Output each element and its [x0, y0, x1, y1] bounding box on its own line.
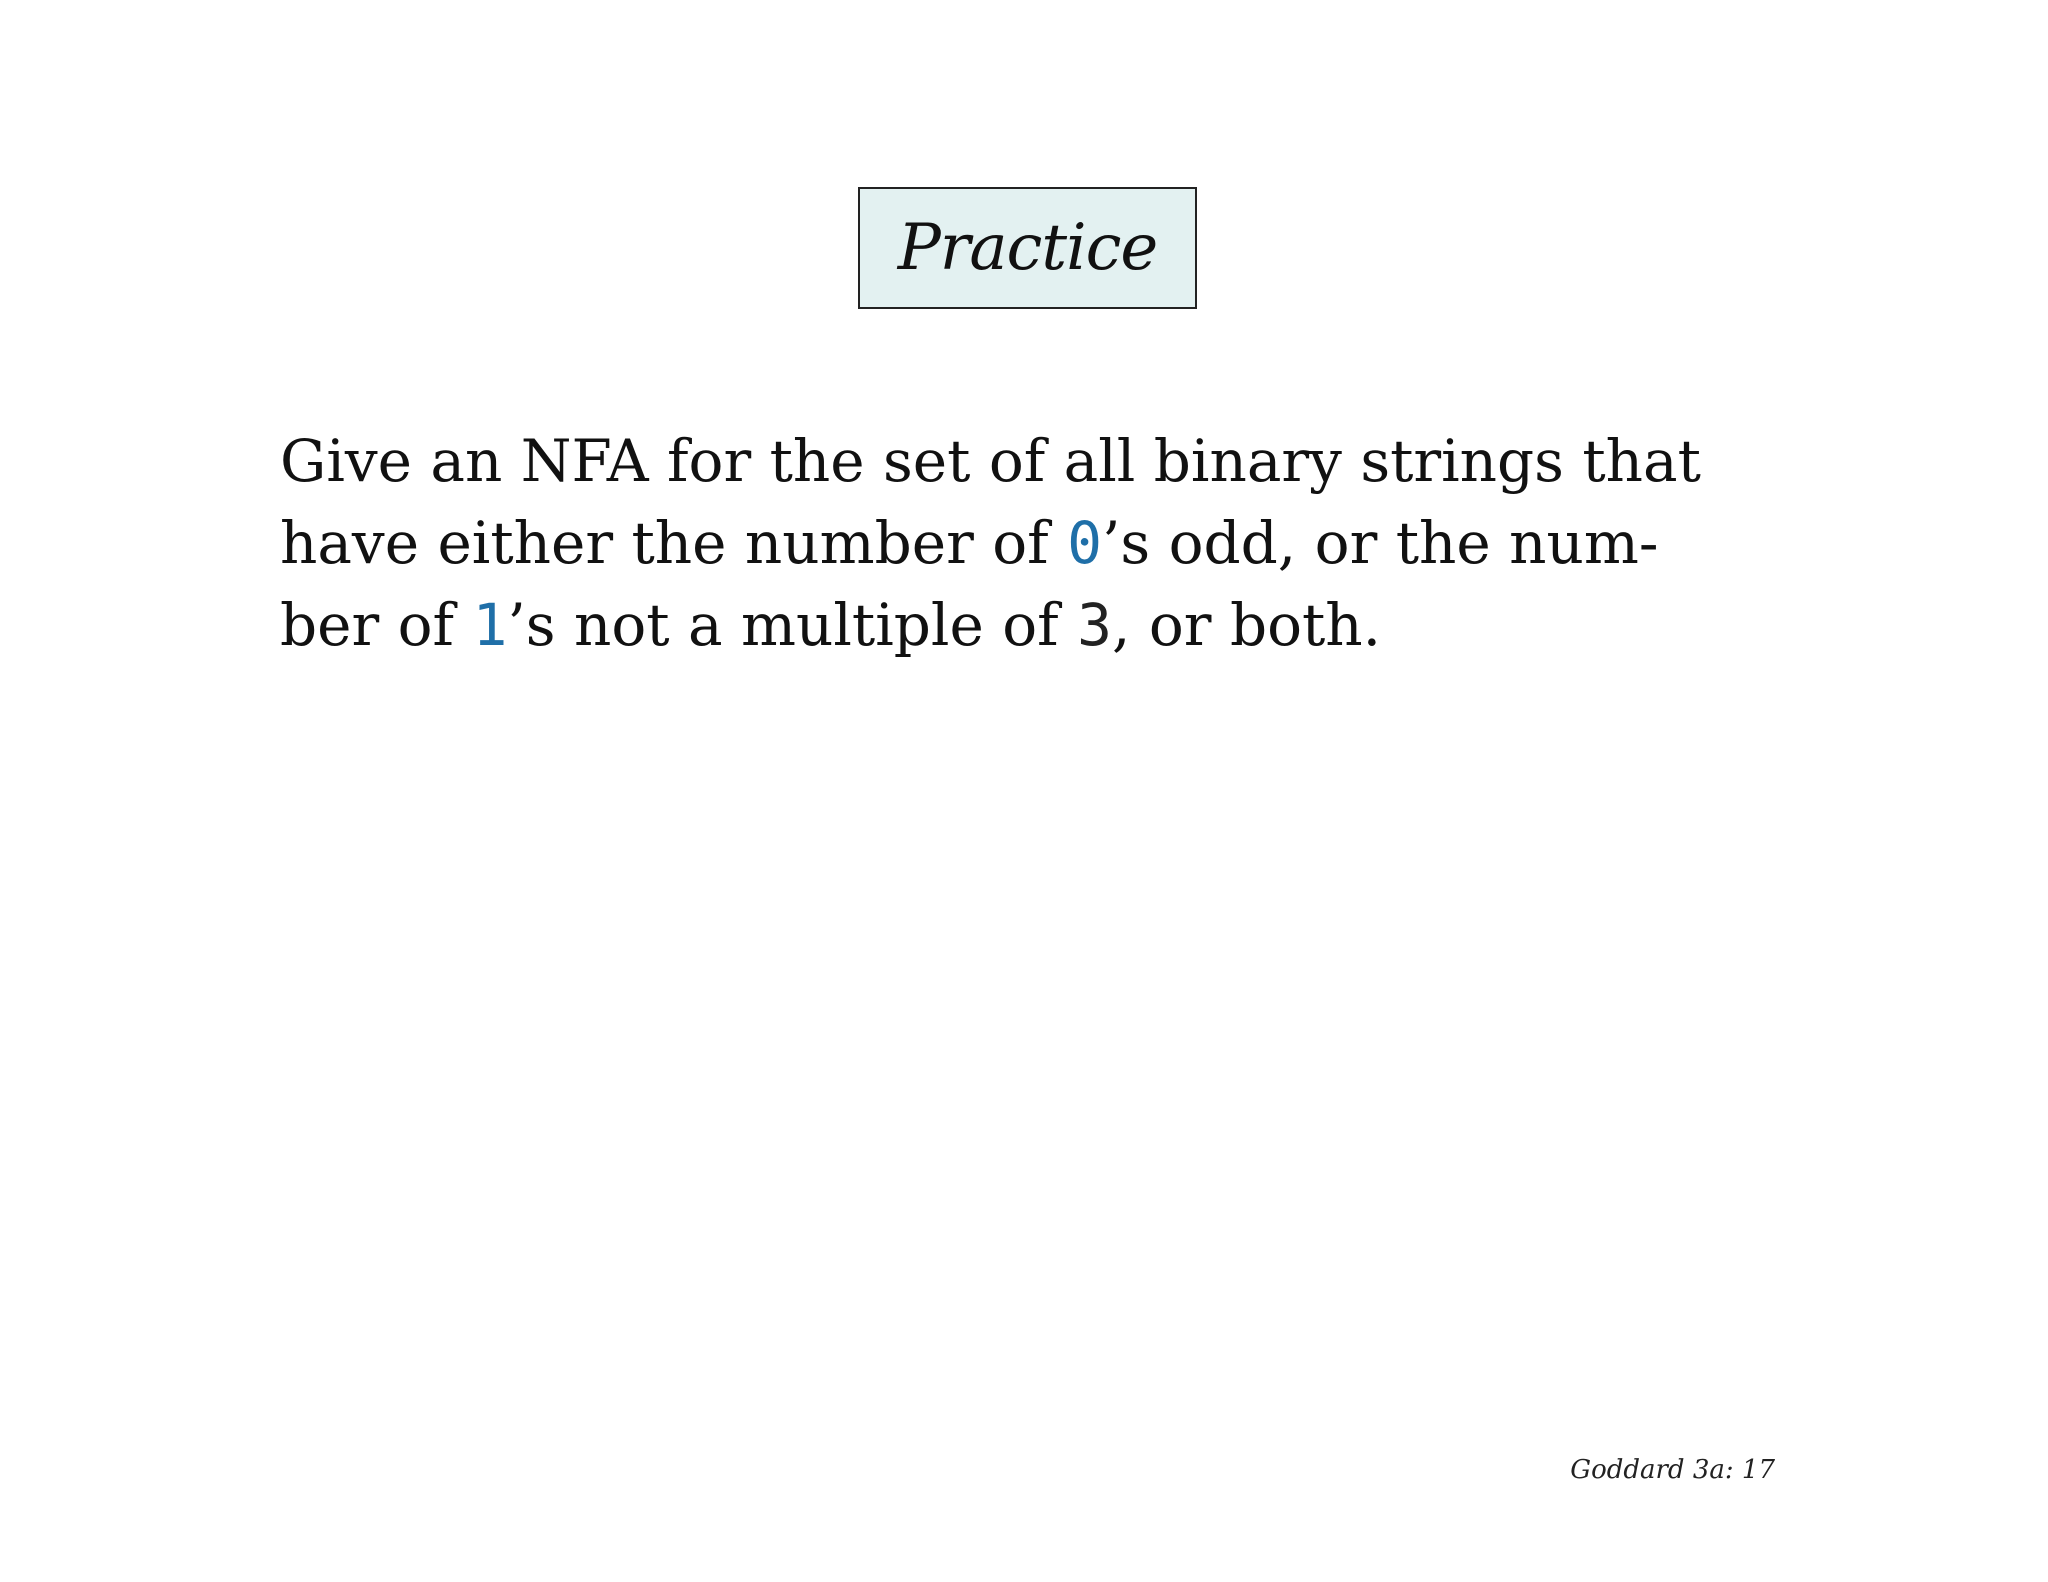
symbol-zero: 0	[1067, 509, 1102, 577]
slide-title-box	[858, 187, 1197, 309]
problem-line-3	[280, 584, 1800, 666]
number-three: 3	[1077, 591, 1112, 659]
symbol-one: 1	[472, 591, 508, 659]
problem-text: ’s not a multiple of	[507, 591, 1078, 659]
problem-text: Give an NFA for the set of all binary strings that	[280, 427, 1701, 495]
problem-text: ’s odd, or the num-	[1101, 509, 1659, 577]
problem-text: ber of	[280, 591, 473, 659]
problem-text: have either the number of	[280, 509, 1068, 577]
problem-line-1	[280, 420, 1800, 502]
slide-title: Practice	[897, 211, 1158, 285]
problem-line-2	[280, 502, 1800, 584]
slide-footer: Goddard 3a: 17	[1570, 1455, 1775, 1485]
problem-statement	[280, 420, 1800, 666]
problem-text: , or both.	[1111, 591, 1382, 659]
